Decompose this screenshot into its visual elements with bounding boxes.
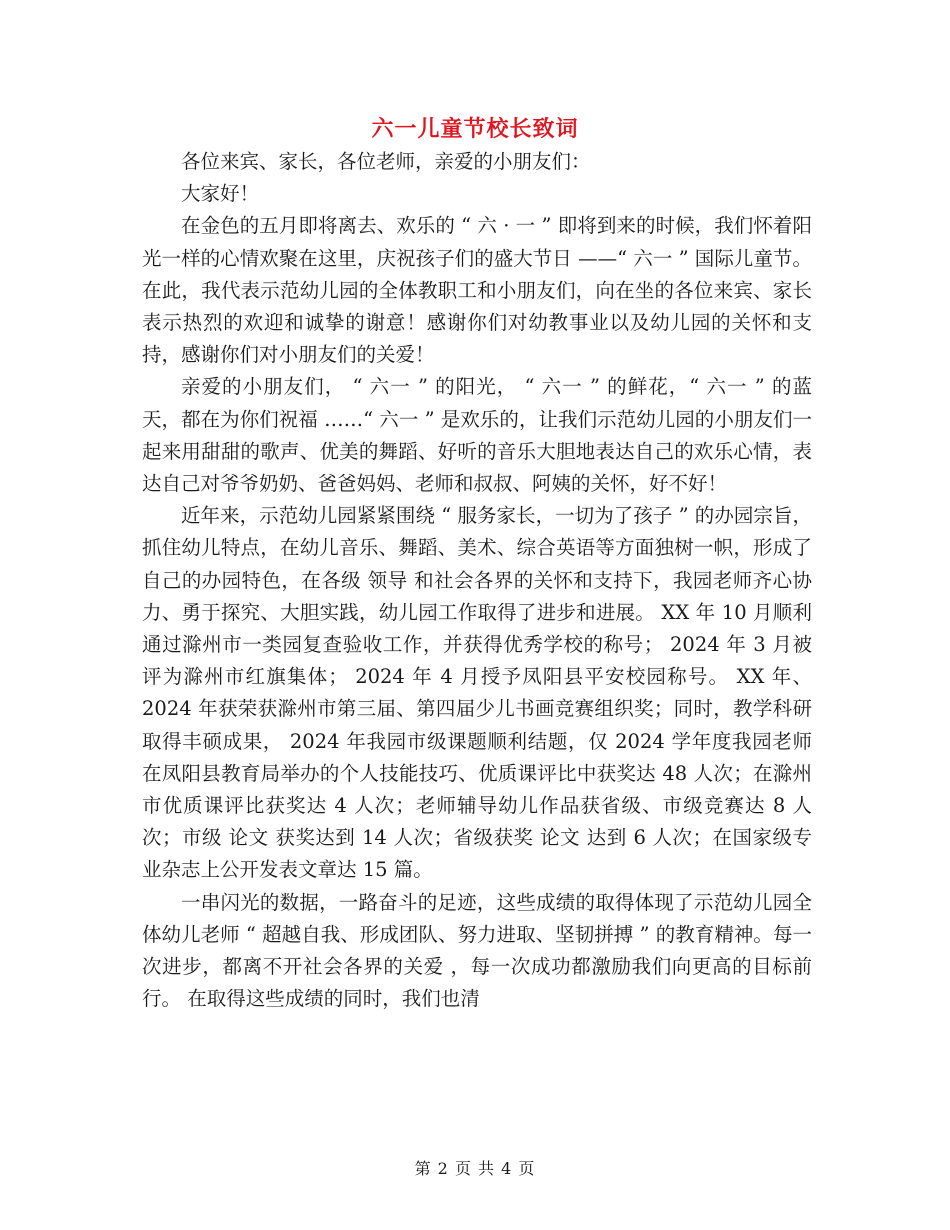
document-title: 六一儿童节校长致词: [371, 116, 579, 142]
document-body: [142, 146, 812, 1015]
body-paragraph-summary: 一串闪光的数据，一路奋斗的足迹，这些成绩的取得体现了示范幼儿园全体幼儿老师 “ 超越自我、形成团队、努力进取、坚韧拼搏 ” 的教育精神。每一次进步，都离不开社会各界的关爱 ，每一次成功都激励我们向更高的目标前行。 在取得这些成绩的同时，我们也清: [142, 890, 812, 1011]
body-paragraph-welcome: 在金色的五月即将离去、欢乐的 “ 六 · 一 ” 即将到来的时候，我们怀着阳光一样的心情欢聚在这里，庆祝孩子们的盛大节日 ——“ 六一 ” 国际儿童节。在此，我代表示范幼儿园的全体教职工和小朋友们，向在坐的各位来宾、家长表示热烈的欢迎和诚挚的谢意！感谢你们对幼教事业以及幼儿园的关怀和支持，感谢你们对小朋友们的关爱！: [142, 214, 812, 367]
greeting-paragraph: 大家好！: [181, 182, 260, 206]
body-paragraph-children: 亲爱的小朋友们， “ 六一 ” 的阳光， “ 六一 ” 的鲜花，“ 六一 ” 的蓝天，都在为你们祝福 ……“ 六一 ” 是欢乐的，让我们示范幼儿园的小朋友们一起来用甜甜的歌声、优美的舞蹈、好听的音乐大胆地表达自己的欢乐心情，表达自己对爷爷奶奶、爸爸妈妈、老师和叔叔、阿姨的关怀，好不好！: [142, 375, 812, 496]
salutation-paragraph: 各位来宾、家长，各位老师，亲爱的小朋友们：: [181, 150, 591, 173]
body-paragraph-achievements: 近年来，示范幼儿园紧紧围绕 “ 服务家长，一切为了孩子 ” 的办园宗旨，抓住幼儿特点，在幼儿音乐、舞蹈、美术、综合英语等方面独树一帜，形成了自己的办园特色，在各级 领导 和社会各界的关怀和支持下，我园老师齐心协力、勇于探究、大胆实践，幼儿园工作取得了进步和进展。 XX 年 10 月顺利通过滁州市一类园复查验收工作，并获得优秀学校的称号； 2024 年 3 月被评为滁州市红旗集体； 2024 年 4 月授予凤阳县平安校园称号。 XX 年、 2024 年获荣获滁州市第三届、第四届少儿书画竞赛组织奖；同时，教学科研取得丰硕成果， 2024 年我园市级课题顺利结题，仅 2024 学年度我园老师在凤阳县教育局举办的个人技能技巧、优质课评比中获奖达 48 人次；在滁州市优质课评比获奖达 4 人次；老师辅导幼儿作品获省级、市级竞赛达 8 人次；市级 论文 获奖达到 14 人次；省级获奖 论文 达到 6 人次；在国家级专业杂志上公开发表文章达 15 篇。: [142, 504, 812, 882]
page-number-footer: 第 2 页 共 4 页: [414, 1159, 536, 1178]
